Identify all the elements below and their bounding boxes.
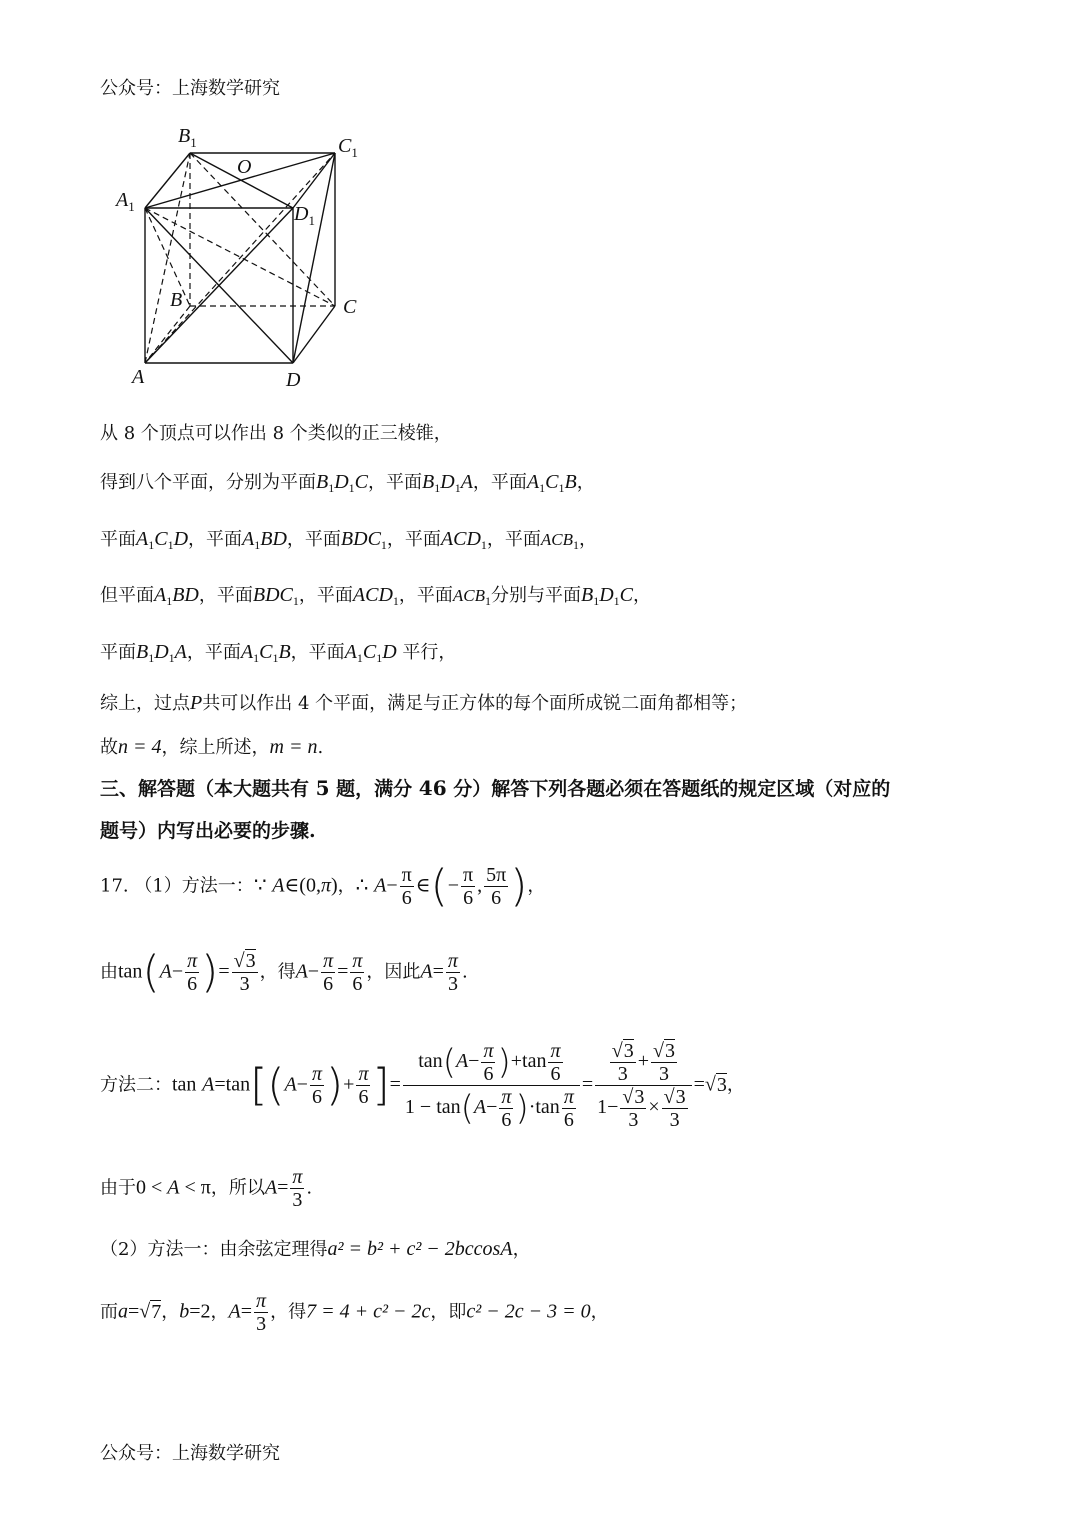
sol16-line2: 得到八个平面，分别为平面$B_1D_1C$，平面$B_1D_1A$，平面$A_1C_1B$， xyxy=(100,471,595,495)
section3-title-line1: 三、解答题（本大题共有 5 题，满分 46 分）解答下列各题必须在答题纸的规定区域（对应的 xyxy=(100,776,891,800)
q17-since: 由于0 < A < π，所以A= $\frac{\pi}{3}$ . xyxy=(100,1166,313,1211)
sol16-line6: 综上，过点P共可以作出 4 个平面，满足与正方体的每个面所成锐二面角都相等； xyxy=(100,692,748,714)
sol16-line3: 平面$A_1C_1D$，平面$A_1BD$，平面$BDC_1$，平面$ACD_1$，平面$ACB_1$， xyxy=(100,528,598,552)
sol16-line5: 平面$B_1D_1A$，平面$A_1C_1B$，平面$A_1C_1D$ 平行， xyxy=(100,641,457,665)
label-a: A xyxy=(132,366,145,388)
q17-line1: 17. （1）方法一：∵ A∈(0,π)，∴ A− $\frac{\pi}{6}$ ∈(− $\frac{\pi}{6}$ , $\frac{5\pi}{6}$ )， xyxy=(100,860,546,912)
sol16-line4: 但平面$A_1BD$，平面$BDC_1$，平面$ACD_1$，平面$ACB_1$分别与平面$B_1D_1C$， xyxy=(100,584,652,608)
label-b1: $B_1$ xyxy=(178,125,197,150)
section3-title-line2: 题号）内写出必要的步骤. xyxy=(100,820,316,842)
label-a1: $A_1$ xyxy=(116,189,135,214)
label-c1: $C_1$ xyxy=(338,135,358,160)
label-d: D xyxy=(286,369,301,391)
sol16-line1: 从 8 个顶点可以作出 8 个类似的正三棱锥， xyxy=(100,423,452,444)
footer-watermark: 公众号：上海数学研究 xyxy=(100,1443,280,1464)
header-watermark: 公众号：上海数学研究 xyxy=(100,78,280,99)
q17-method2: 方法二：tan A=tan[(A− $\frac{\pi}{6}$ )+ $\frac{\pi}{6}$ ]= tan(A− $\frac{\pi}{6}$ )+tan $\frac{\pi}{6}$ 1 − tan(A− $\frac{\pi}{6}$ )·tan $\frac{\pi}{6}$ = $\frac{√3}{3}$ + $\frac{√3}{3}$ 1− $\frac{√3}{3}$ × $\frac{√3}{3}$ =√3， xyxy=(100,1040,745,1131)
q17-line2: 由tan(A− $\frac{\pi}{6}$ )= $\frac{√3}{3}$ ，得A− $\frac{\pi}{6}$ = $\frac{\pi}{6}$ ，因此A= $\frac{\pi}{3}$ . xyxy=(100,946,468,998)
label-d1: $D_1$ xyxy=(294,203,315,228)
label-o: O xyxy=(237,156,252,178)
label-c: C xyxy=(343,296,357,318)
sol16-line7: 故n = 4，综上所述，m = n. xyxy=(100,736,324,758)
q17-part2: （2）方法一：由余弦定理得a² = b² + c² − 2bccosA， xyxy=(100,1238,531,1260)
q17-part2-line2: 而a=√7，b=2，A= $\frac{\pi}{3}$ ，得7 = 4 + c² − 2c，即c² − 2c − 3 = 0， xyxy=(100,1290,609,1335)
cube-figure xyxy=(110,118,370,398)
label-b: B xyxy=(170,289,183,311)
